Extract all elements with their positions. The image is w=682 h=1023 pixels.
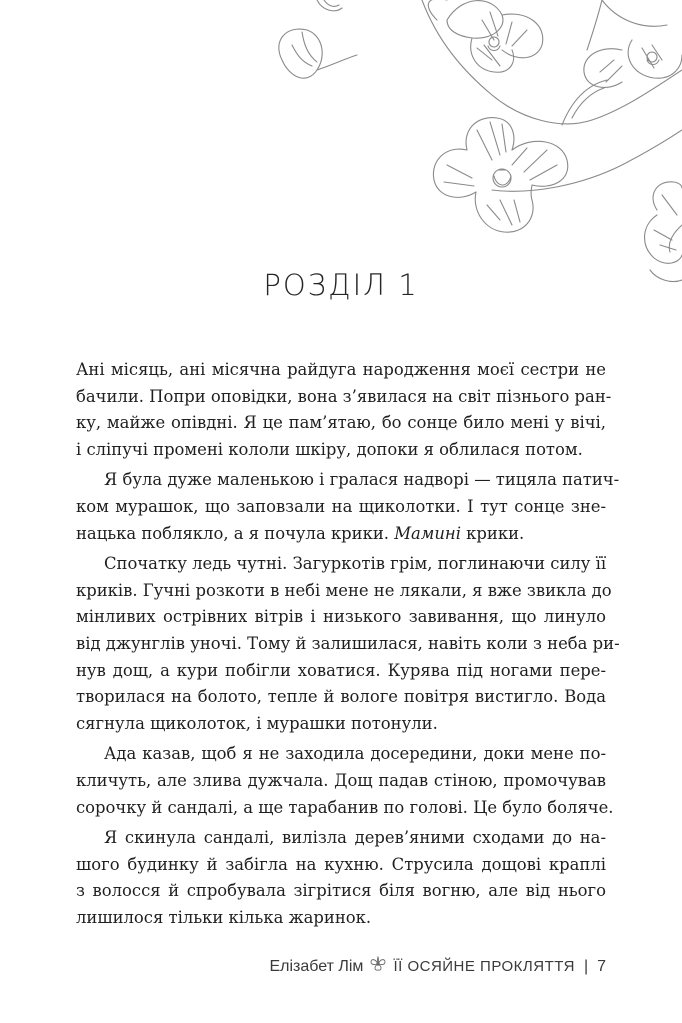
text-line: кличуть, але злива дужчала. Дощ падав стіною, промочував	[76, 770, 606, 790]
text-line: Я скинула сандалі, вилізла дерев’яними сходами до на-	[104, 828, 606, 848]
footer-author: Елізабет Лім	[269, 957, 364, 975]
text-line: і сліпучі промені кололи шкіру, допоки я облилася потом.	[76, 439, 583, 459]
text-line: творилася на болото, тепле й вологе повітря вистигло. Вода	[76, 687, 606, 707]
text-line: мінливих острівних вітрів і низького завивання, що линуло	[76, 607, 606, 627]
text-line: Спочатку ледь чутні. Загуркотів грім, поглинаючи силу її	[104, 554, 607, 574]
text-line: Ані місяць, ані місячна райдуга народження моєї сестри не	[76, 360, 606, 379]
text-fragment: нацька поблякло, а я почула крики.	[76, 523, 395, 543]
text-line: криків. Гучні розкоти в небі мене не лякали, я вже звикла до	[76, 580, 612, 600]
text-line: Я була дуже маленькою і гралася надворі — тицяла патич-	[104, 470, 620, 490]
text-line: від джунглів уночі. Тому й залишилася, навіть коли з неба ри-	[76, 633, 620, 653]
text-fragment: крики.	[460, 523, 525, 543]
footer-separator: |	[583, 957, 589, 975]
running-footer	[269, 956, 606, 977]
text-line: ку, майже опівдні. Я це пам’ятаю, бо сонце било мені у вічі,	[76, 413, 606, 433]
text-line: з волосся й спробувала зігрітися біля вогню, але від нього	[76, 881, 606, 901]
footer-book-title: ЇЇ ОСЯЙНЕ ПРОКЛЯТТЯ	[393, 958, 575, 975]
emphasized-word: Мамині	[394, 523, 461, 543]
text-line-mixed	[76, 521, 606, 548]
text-line: шого будинку й забігла на кухню. Струсила дощові краплі	[76, 854, 606, 874]
text-line: сягнула щиколоток, і мурашки потонули.	[76, 713, 438, 733]
page-number: 7	[597, 957, 606, 975]
text-line: ком мурашок, що заповзали на щиколотки. І тут сонце зне-	[76, 496, 606, 516]
text-line: Ада казав, щоб я не заходила досередини, доки мене по-	[104, 744, 606, 764]
chapter-title: РОЗДІЛ 1	[263, 268, 419, 302]
text-line: лишилося тільки кілька жаринок.	[76, 907, 372, 927]
text-line: сорочку й сандалі, а ще тарабанив по голові. Це було боляче.	[76, 797, 614, 817]
chapter-text	[76, 357, 620, 931]
text-line: бачили. Попри оповідки, вона з’явилася на світ пізнього ран-	[76, 386, 612, 406]
orchid-illustration	[262, 0, 682, 290]
text-line: нув дощ, а кури побігли ховатися. Курява під ногами пере-	[76, 660, 606, 680]
orchid-icon	[369, 956, 387, 977]
